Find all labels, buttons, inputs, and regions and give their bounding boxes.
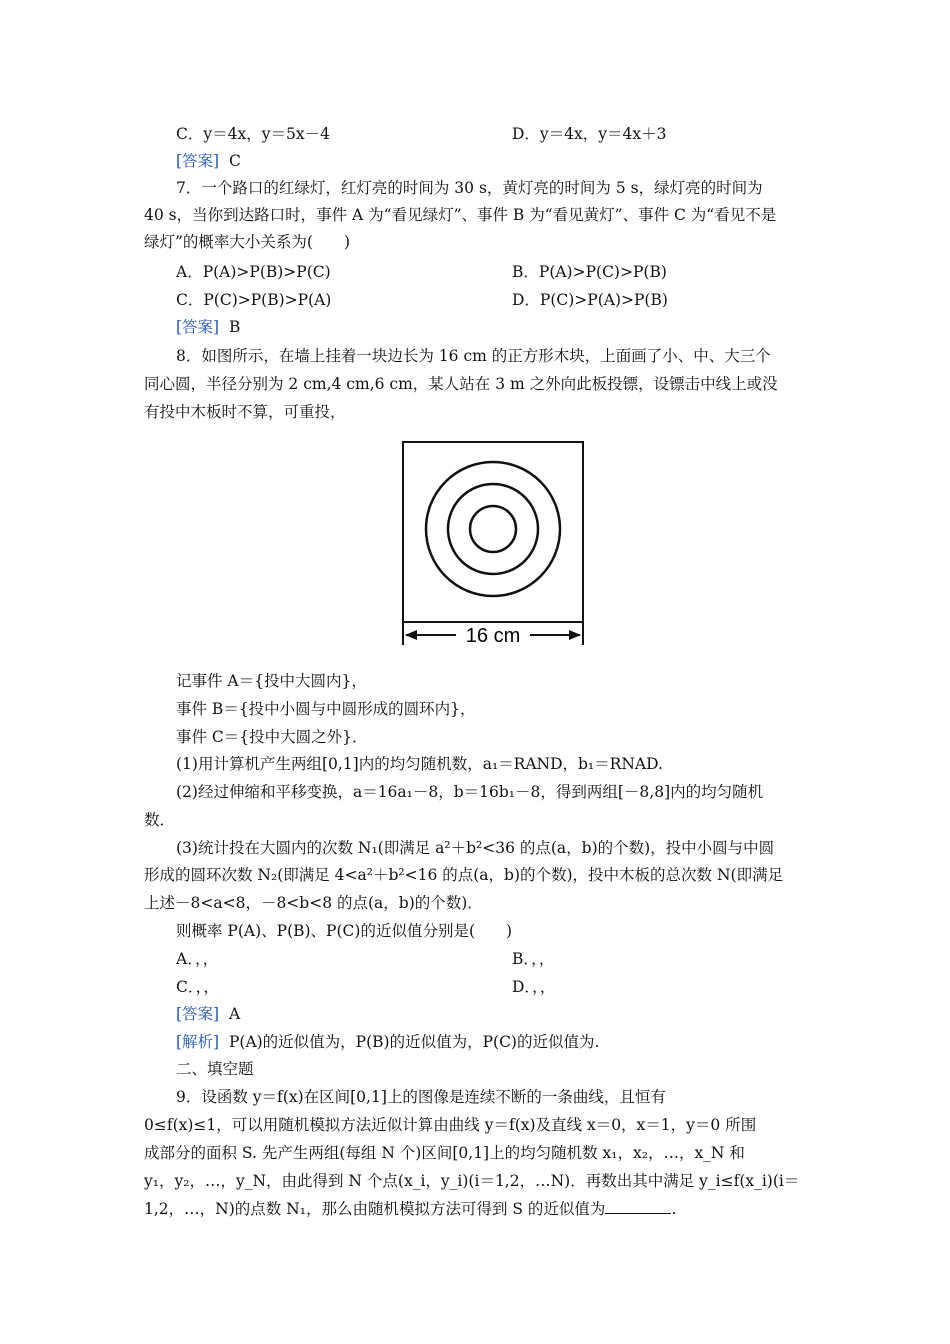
q8-analysis-line <box>176 1032 599 1052</box>
q7-option-b: B．P(A)>P(C)>P(B) <box>512 263 667 281</box>
q8-option-c: C．，， <box>176 978 219 996</box>
q8-event-c: 事件 C＝{投中大圆之外}． <box>176 728 368 746</box>
middle-circle <box>448 484 538 574</box>
target-board-figure <box>398 437 588 649</box>
q8-option-a: A．，， <box>176 950 219 968</box>
answer-value: A <box>228 1005 241 1023</box>
q7-option-d: D．P(C)>P(A)>P(B) <box>512 291 668 309</box>
q8-question: 则概率 P(A)、P(B)、P(C)的近似值分别是( ) <box>176 922 513 940</box>
small-circle <box>470 506 516 552</box>
q6-option-d: D．y＝4x，y＝4x＋3 <box>512 125 667 143</box>
answer-blank[interactable] <box>605 1199 671 1214</box>
q7-stem-line-2: 40 s，当你到达路口时，事件 A 为“看见绿灯”、事件 B 为“看见黄灯”、事件 C 为“看见不是 <box>144 206 777 224</box>
analysis-tag: [解析] <box>176 1033 220 1051</box>
q7-option-c: C．P(C)>P(B)>P(A) <box>176 291 332 309</box>
q8-stem-line-1: 8．如图所示，在墙上挂着一块边长为 16 cm 的正方形木块，上面画了小、中、大三个 <box>176 347 771 365</box>
q8-stem-line-2: 同心圆，半径分别为 2 cm,4 cm,6 cm，某人站在 3 m 之外向此板投镖，设镖击中线上或没 <box>144 375 778 393</box>
q8-event-a: 记事件 A＝{投中大圆内}， <box>176 672 367 690</box>
answer-value: B <box>228 318 241 336</box>
q8-step-3-line-2: 形成的圆环次数 N₂(即满足 4<a²＋b²<16 的点(a，b)的个数)，投中木板的总次数 N(即满足 <box>144 866 784 884</box>
q6-answer-line <box>176 151 241 171</box>
analysis-text: P(A)的近似值为，P(B)的近似值为，P(C)的近似值为. <box>228 1033 600 1051</box>
answer-value: C <box>228 152 241 170</box>
q7-stem-line-3: 绿灯”的概率大小关系为( ) <box>144 233 351 251</box>
q9-stem-line-1: 9．设函数 y＝f(x)在区间[0,1]上的图像是连续不断的一条曲线，且恒有 <box>176 1088 666 1106</box>
answer-tag: [答案] <box>176 152 220 170</box>
q8-option-d: D．，， <box>512 978 556 996</box>
q8-step-3-line-3: 上述－8<a<8，－8<b<8 的点(a，b)的个数)． <box>144 894 483 912</box>
q8-step-3-line-1: (3)统计投在大圆内的次数 N₁(即满足 a²＋b²<36 的点(a，b)的个数)，投中小圆与中圆 <box>176 839 775 857</box>
q6-option-c: C．y＝4x，y＝5x－4 <box>176 125 330 143</box>
answer-tag: [答案] <box>176 1005 220 1023</box>
figure-dimension-label: 16 cm <box>465 625 521 647</box>
q9-stem-line-5: 1,2，…，N)的点数 N₁，那么由随机模拟方法可得到 S 的近似值为 . <box>144 1200 677 1218</box>
q8-step-2-line-1: (2)经过伸缩和平移变换，a＝16a₁－8，b＝16b₁－8，得到两组[－8,8]内的均匀随机 <box>176 783 764 801</box>
q8-event-b: 事件 B＝{投中小圆与中圆形成的圆环内}， <box>176 700 476 718</box>
q8-step-2-line-2: 数． <box>144 811 176 829</box>
arrowhead-left <box>405 630 417 640</box>
q8-option-b: B．，， <box>512 950 555 968</box>
answer-tag: [答案] <box>176 318 220 336</box>
q7-answer-line <box>176 317 240 337</box>
q9-stem-line-2: 0≤f(x)≤1，可以用随机模拟方法近似计算由曲线 y＝f(x)及直线 x＝0，x＝1，y＝0 所围 <box>144 1116 757 1134</box>
q9-stem-line-5-text: 1,2，…，N)的点数 N₁，那么由随机模拟方法可得到 S 的近似值为 <box>144 1200 606 1218</box>
q9-stem-line-4: y₁，y₂，…，y_N，由此得到 N 个点(x_i，y_i)(i＝1,2，…N)．再数出其中满足 y_i≤f(x_i)(i＝ <box>144 1172 800 1190</box>
arrowhead-right <box>569 630 581 640</box>
section-heading-fill-in: 二、填空题 <box>176 1060 254 1078</box>
q7-stem-line-1: 7．一个路口的红绿灯，红灯亮的时间为 30 s，黄灯亮的时间为 5 s，绿灯亮的时间为 <box>176 179 763 197</box>
q8-stem-line-3: 有投中木板时不算，可重投， <box>144 403 346 421</box>
q9-stem-line-3: 成部分的面积 S. 先产生两组(每组 N 个)区间[0,1]上的均匀随机数 x₁，x₂，…，x_N 和 <box>144 1144 745 1162</box>
large-circle <box>426 462 560 596</box>
q8-step-1: (1)用计算机产生两组[0,1]内的均匀随机数，a₁＝RAND，b₁＝RNAD. <box>176 755 663 773</box>
q8-answer-line <box>176 1004 240 1024</box>
q7-option-a: A．P(A)>P(B)>P(C) <box>176 263 331 281</box>
